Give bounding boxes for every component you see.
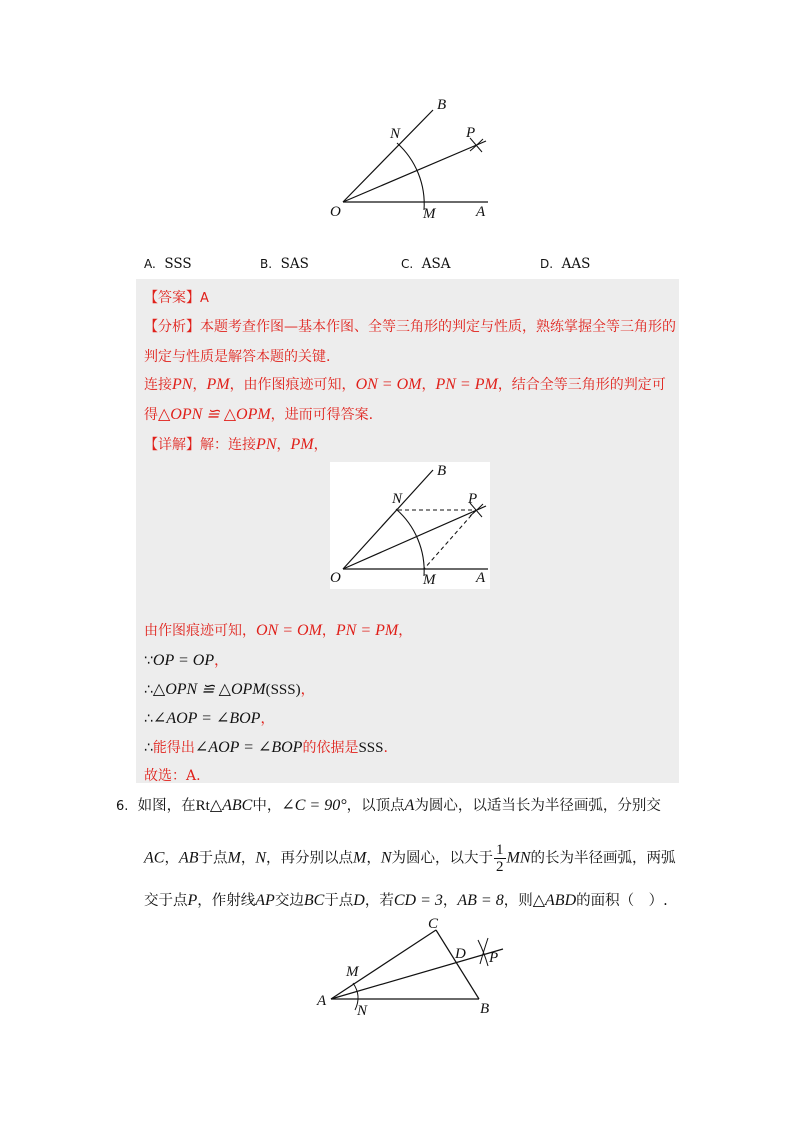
angle-equality-2: ∠AOP = ∠BOP	[194, 739, 303, 756]
detail-line	[144, 434, 328, 454]
analysis-line-1	[144, 316, 676, 336]
therefore-line-2	[144, 708, 274, 728]
triangle-abc: △ABC	[209, 797, 253, 814]
label-n: N	[357, 1003, 368, 1019]
comma: ，	[192, 377, 207, 393]
option-b-key: B.	[260, 257, 273, 271]
q6-text: 中，	[252, 798, 282, 814]
option-d-key: D.	[540, 257, 554, 271]
arc-mn	[397, 143, 424, 210]
detail-tag: 【详解】	[144, 437, 200, 453]
therefore-line-3	[144, 737, 388, 757]
op-eq-op: OP = OP	[152, 652, 215, 669]
q6-text: ，若	[364, 893, 394, 909]
point-p: P	[187, 892, 198, 909]
question-6-line-1	[116, 794, 661, 815]
analysis-line-2	[144, 346, 330, 366]
pn-eq-pm: PN = PM	[435, 376, 498, 393]
q6-text: 如图，在	[137, 798, 196, 814]
detail-text: 解：连接	[200, 437, 256, 453]
label-b: B	[480, 1001, 490, 1017]
comma: ，	[313, 437, 328, 453]
point-n-2: N	[380, 849, 392, 867]
fraction-denominator: 2	[496, 859, 504, 875]
cd-eq: CD = 3	[393, 892, 443, 909]
period: .	[383, 740, 388, 756]
label-c: C	[428, 916, 439, 932]
fraction-half	[494, 842, 506, 875]
pn-text-2: PN	[256, 436, 277, 453]
therefore-symbol: ∴	[144, 740, 153, 756]
pn-text: PN	[172, 376, 193, 393]
connect-prefix: 连接	[144, 377, 172, 393]
therefore-symbol: ∴	[144, 711, 153, 727]
point-a: A	[404, 797, 415, 814]
derive-suffix: ，进而可得答案.	[270, 407, 374, 423]
trace-text: 由作图痕迹可知，	[144, 623, 256, 639]
congruence-statement: △OPN ≌ △OPM	[158, 406, 271, 423]
option-a-key: A.	[144, 257, 156, 271]
on-eq-om-2: ON = OM	[256, 622, 322, 639]
answer-tag: 【答案】	[144, 290, 200, 306]
label-b: B	[437, 463, 447, 479]
because-line	[144, 650, 228, 670]
because-symbol: ∵	[144, 653, 153, 669]
angle-c: ∠C = 90°	[281, 797, 347, 814]
pn-eq-pm-2: PN = PM	[335, 622, 399, 639]
label-a: A	[317, 993, 327, 1009]
ray-op	[343, 141, 486, 202]
therefore-symbol: ∴	[144, 682, 153, 698]
comma: ，	[164, 850, 179, 867]
pm-text-2: PM	[290, 436, 314, 453]
option-a[interactable]	[144, 256, 192, 272]
label-b: B	[437, 97, 447, 113]
triangle-abd: △ABD	[532, 892, 577, 909]
option-a-text: SSS	[164, 256, 192, 272]
label-a: A	[476, 570, 486, 586]
option-c-key: C.	[401, 257, 414, 271]
ray-op	[343, 506, 486, 569]
seg-bc: BC	[303, 892, 325, 909]
option-b-text: SAS	[280, 256, 309, 272]
can-get-text: 能得出	[152, 740, 195, 756]
analysis-tag: 【分析】	[144, 319, 200, 335]
comma: ，	[260, 711, 275, 727]
sss-text: SSS	[358, 740, 384, 756]
label-m: M	[423, 206, 436, 222]
seg-ab: AB	[178, 849, 199, 867]
angle-bisector-figure	[320, 90, 520, 225]
analysis-line-3	[144, 374, 666, 394]
ab-eq: AB = 8	[457, 892, 504, 909]
label-p: P	[466, 125, 476, 141]
arc-p2	[480, 938, 488, 964]
label-d: D	[455, 946, 466, 962]
choose-line	[144, 765, 201, 785]
ray-ap: AP	[255, 892, 275, 909]
ray-ob	[343, 470, 433, 569]
choose-text: 故选：A.	[144, 768, 201, 784]
label-n: N	[392, 491, 403, 507]
pm-text: PM	[206, 376, 230, 393]
answer-value: A	[200, 291, 209, 306]
q6-text: 的面积（ ）.	[576, 893, 668, 909]
label-o: O	[330, 570, 341, 586]
label-n: N	[390, 126, 401, 142]
analysis-text-1: 本题考查作图—基本作图、全等三角形的判定与性质，熟练掌握全等三角形的	[200, 319, 676, 335]
q6-text: ，再分别以点	[266, 850, 353, 867]
ray-ob	[343, 110, 433, 202]
angle-equality: ∠AOP = ∠BOP	[152, 710, 261, 727]
side-cb	[436, 930, 479, 999]
seg-ac: AC	[144, 849, 165, 867]
q6-text: 于点	[324, 893, 354, 909]
comma: ，	[240, 850, 256, 867]
comma: ，	[214, 653, 229, 669]
angle-bisector-figure-with-dashes	[330, 462, 490, 589]
comma: ，	[442, 893, 458, 909]
question-number: 6.	[116, 799, 129, 814]
q6-text: 为圆心，以适当长为半径画弧，分别交	[414, 798, 661, 814]
option-b[interactable]	[260, 256, 309, 272]
arc-mn	[396, 509, 424, 576]
q6-text: 交边	[274, 893, 304, 909]
congruence-statement-2: △OPN ≌ △OPM	[152, 681, 266, 698]
q6-text: 的长为半径画弧，两弧	[530, 850, 676, 867]
triangle-abc-figure	[310, 915, 520, 1025]
sss-paren: (SSS)	[265, 682, 301, 698]
question-6-line-3	[144, 889, 668, 910]
point-n: N	[255, 849, 266, 867]
comma: ，	[398, 623, 413, 639]
label-o: O	[330, 204, 341, 220]
comma: ，	[366, 850, 381, 867]
point-d: D	[353, 892, 365, 909]
comma: ，	[321, 623, 336, 639]
label-a: A	[476, 204, 486, 220]
analysis-text-2: 判定与性质是解答本题的关键.	[144, 349, 331, 365]
detail-trace-line	[144, 620, 412, 640]
point-m: M	[227, 849, 241, 867]
rt-text: Rt	[195, 798, 210, 814]
q6-text: ，作射线	[197, 893, 256, 909]
label-m: M	[346, 964, 359, 980]
option-d-text: AAS	[561, 256, 591, 272]
question-6-line-2	[144, 842, 676, 875]
comma: ，	[421, 377, 436, 393]
dashed-pm	[424, 510, 476, 569]
fraction-numerator: 1	[496, 842, 504, 858]
option-c-text: ASA	[421, 256, 451, 272]
derive-prefix: 得	[144, 407, 158, 423]
answer-line	[144, 287, 209, 307]
option-c[interactable]	[401, 256, 451, 272]
label-p: P	[489, 950, 499, 966]
basis-text: 的依据是	[302, 740, 359, 756]
q6-text: 交于点	[144, 893, 188, 909]
label-m: M	[423, 572, 436, 588]
connect-mid: ，由作图痕迹可知，	[229, 377, 356, 393]
q6-text: 为圆心，以大于	[391, 850, 493, 867]
seg-mn: MN	[506, 849, 531, 867]
on-eq-om: ON = OM	[355, 376, 422, 393]
label-p: P	[468, 491, 478, 507]
point-m-2: M	[353, 849, 367, 867]
option-d[interactable]	[540, 256, 590, 272]
connect-suffix: ，结合全等三角形的判定可	[497, 377, 666, 393]
analysis-line-4	[144, 404, 373, 424]
comma: ，	[276, 437, 291, 453]
therefore-line-1	[144, 679, 315, 699]
q6-text: 于点	[198, 850, 228, 867]
q6-text: ，以顶点	[346, 798, 405, 814]
comma: ，	[300, 682, 315, 698]
q6-text: ，则	[503, 893, 533, 909]
